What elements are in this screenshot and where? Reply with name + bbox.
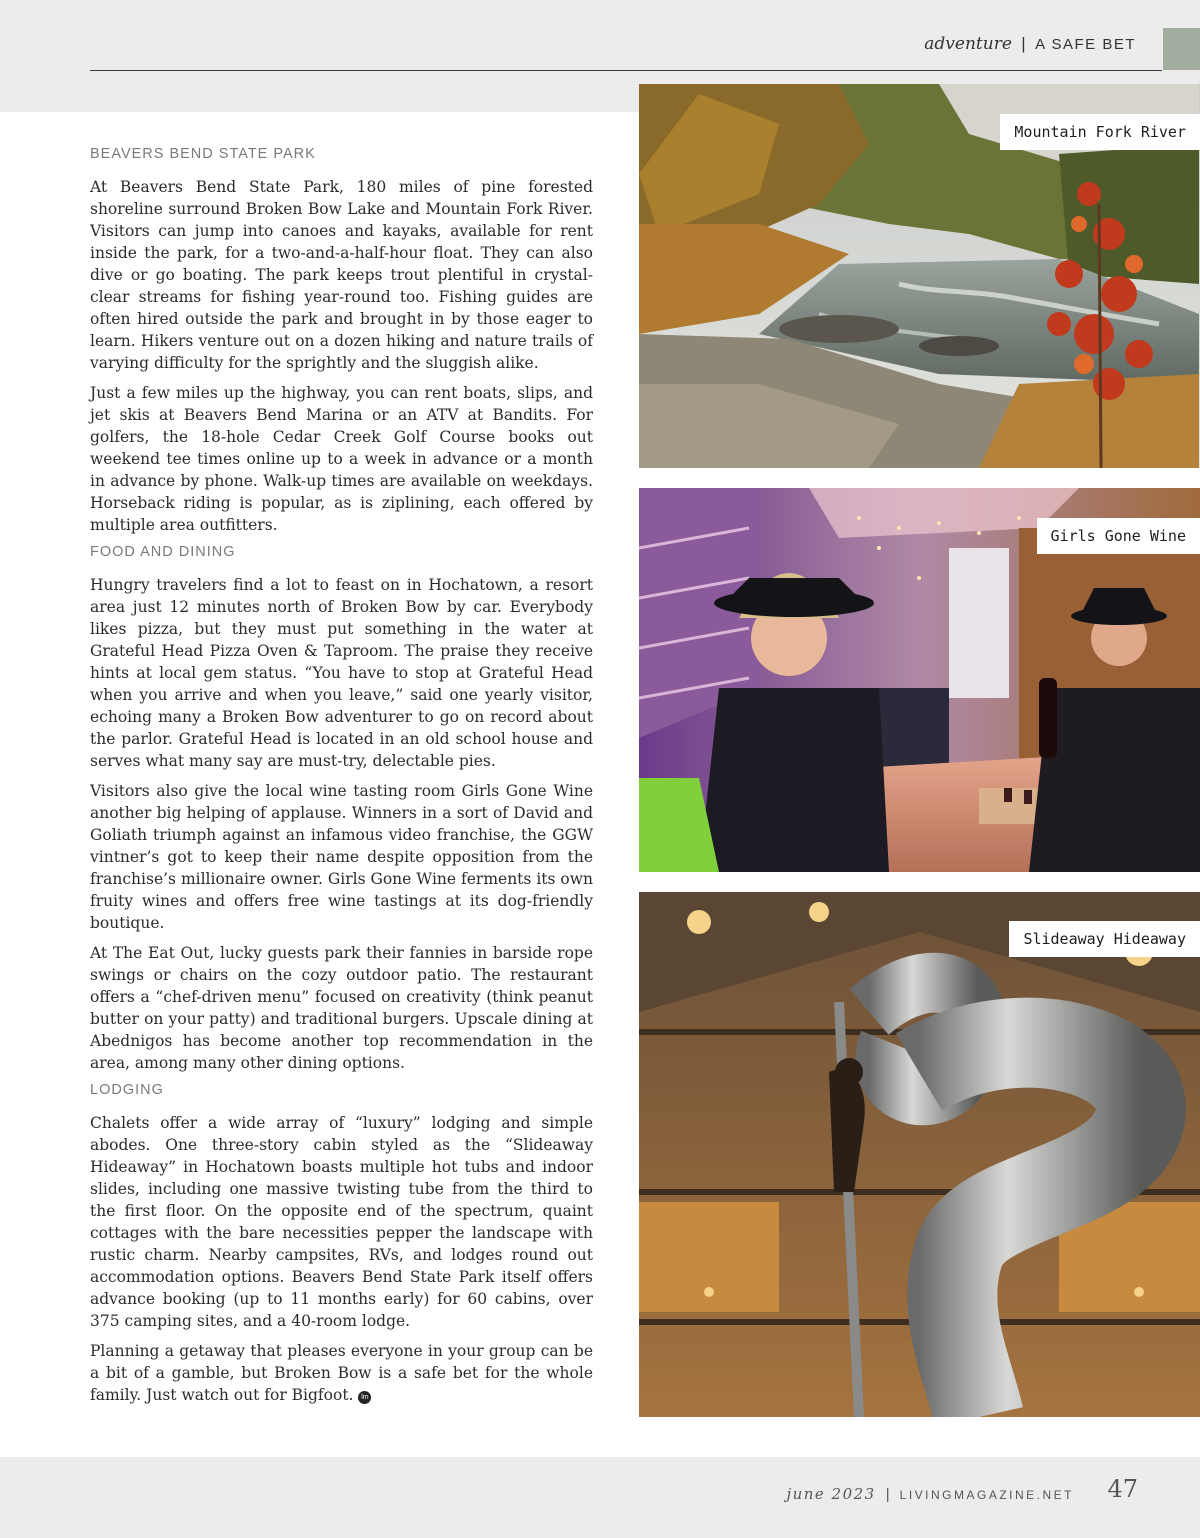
photo-slideaway-hideaway [639,892,1200,1417]
photo-mountain-fork-river [639,84,1200,468]
page-number: 47 [1107,1475,1138,1503]
paragraph: Hungry travelers find a lot to feast on in Hochatown, a resort area just 12 minutes north of Broken Bow by car. Everybody likes pizza, but they must put something in the water at Grateful Head Pizza Oven & Taproom. The praise they receive hints at local gem status. “You have to stop at Grateful Head when you arrive and when you leave,” said one yearly visitor, echoing many a Broken Bow adventurer to go on record about the parlor. Grateful Head is located in an old school house and serves what many say are must-try, delectable pies. [90,576,593,770]
page-footer [0,1457,1200,1538]
paragraph: Chalets offer a wide array of “luxury” lodging and simple abodes. One three-story cabin styled as the “Slideaway Hideaway” in Hochatown boasts multiple hot tubs and indoor slides, including one massive twisting tube from the third to the first floor. On the opposite end of the spectrum, quaint cottages with the bare necessities pepper the landscape with rustic charm. Nearby campsites, RVs, and lodges round out accommodation options. Beavers Bend State Park itself offers advance booking (up to 11 months early) for 60 cabins, over 375 camping sites, and a 40-room lodge. [90,1114,593,1330]
paragraph: Visitors also give the local wine tasting room Girls Gone Wine another big helping of applause. Winners in a sort of David and Goliath triumph against an infamous video franchise, the GGW vintner’s got to keep their name despite opposition from the franchise’s millionaire owner. Girls Gone Wine ferments its own fruity wines and offers free wine tastings at its dog-friendly boutique. [90,782,593,932]
end-mark-icon: lm [358,1391,371,1404]
section-heading-food: FOOD AND DINING [90,544,236,560]
footer-separator: | [885,1486,890,1503]
slide-cabin-illustration [639,892,1200,1417]
closing-text: Planning a getaway that pleases everyone in your group can be a bit of a gamble, but Broken Bow is a safe bet for the whole family. Just watch out for Bigfoot. [90,1342,593,1404]
running-head [924,34,1136,54]
footer-folio [786,1485,1074,1503]
article-column [90,146,593,1414]
photo-caption: Mountain Fork River [1000,114,1200,150]
section-heading-parks: BEAVERS BEND STATE PARK [90,146,316,162]
website-link[interactable]: LIVINGMAGAZINE.NET [899,1488,1074,1502]
photo-caption: Slideaway Hideaway [1009,921,1200,957]
photo-girls-gone-wine [639,488,1200,872]
section-tab [1163,28,1200,70]
paragraph-final [90,1340,593,1406]
running-head-separator: | [1021,34,1026,53]
paragraph: At The Eat Out, lucky guests park their fannies in barside rope swings or chairs on the cozy outdoor patio. The restaurant offers a “chef-driven menu” focused on creativity (think peanut butter on your patty) and traditional burgers. Upscale dining at Abednigos has become another top recommendation in the area, among many other dining options. [90,944,593,1072]
paragraph: Just a few miles up the highway, you can rent boats, slips, and jet skis at Beavers Bend Marina or an ATV at Bandits. For golfers, the 18-hole Cedar Creek Golf Course books out weekend tee times online up to a week in advance or a month in advance by phone. Walk-up times are available on weekdays. Horseback riding is popular, as is ziplining, each offered by multiple area outfitters. [90,384,593,534]
paragraph: At Beavers Bend State Park, 180 miles of pine forested shoreline surround Broken Bow Lake and Mountain Fork River. Visitors can jump into canoes and kayaks, available for rent inside the park, for a two-and-a-half-hour float. They can also dive or go boating. The park keeps trout plentiful in crystal-clear streams for fishing year-round too. Fishing guides are often hired outside the park and brought in by those eager to learn. Hikers venture out on a dozen hiking and nature trails of varying difficulty for the sprightly and the sluggish alike. [90,178,593,372]
section-heading-lodging: LODGING [90,1082,164,1098]
photo-caption: Girls Gone Wine [1037,518,1200,554]
section-name: adventure [924,34,1012,54]
subsection-name: A SAFE BET [1035,36,1136,53]
header-rule [90,70,1162,71]
issue-date: june 2023 [786,1485,876,1503]
